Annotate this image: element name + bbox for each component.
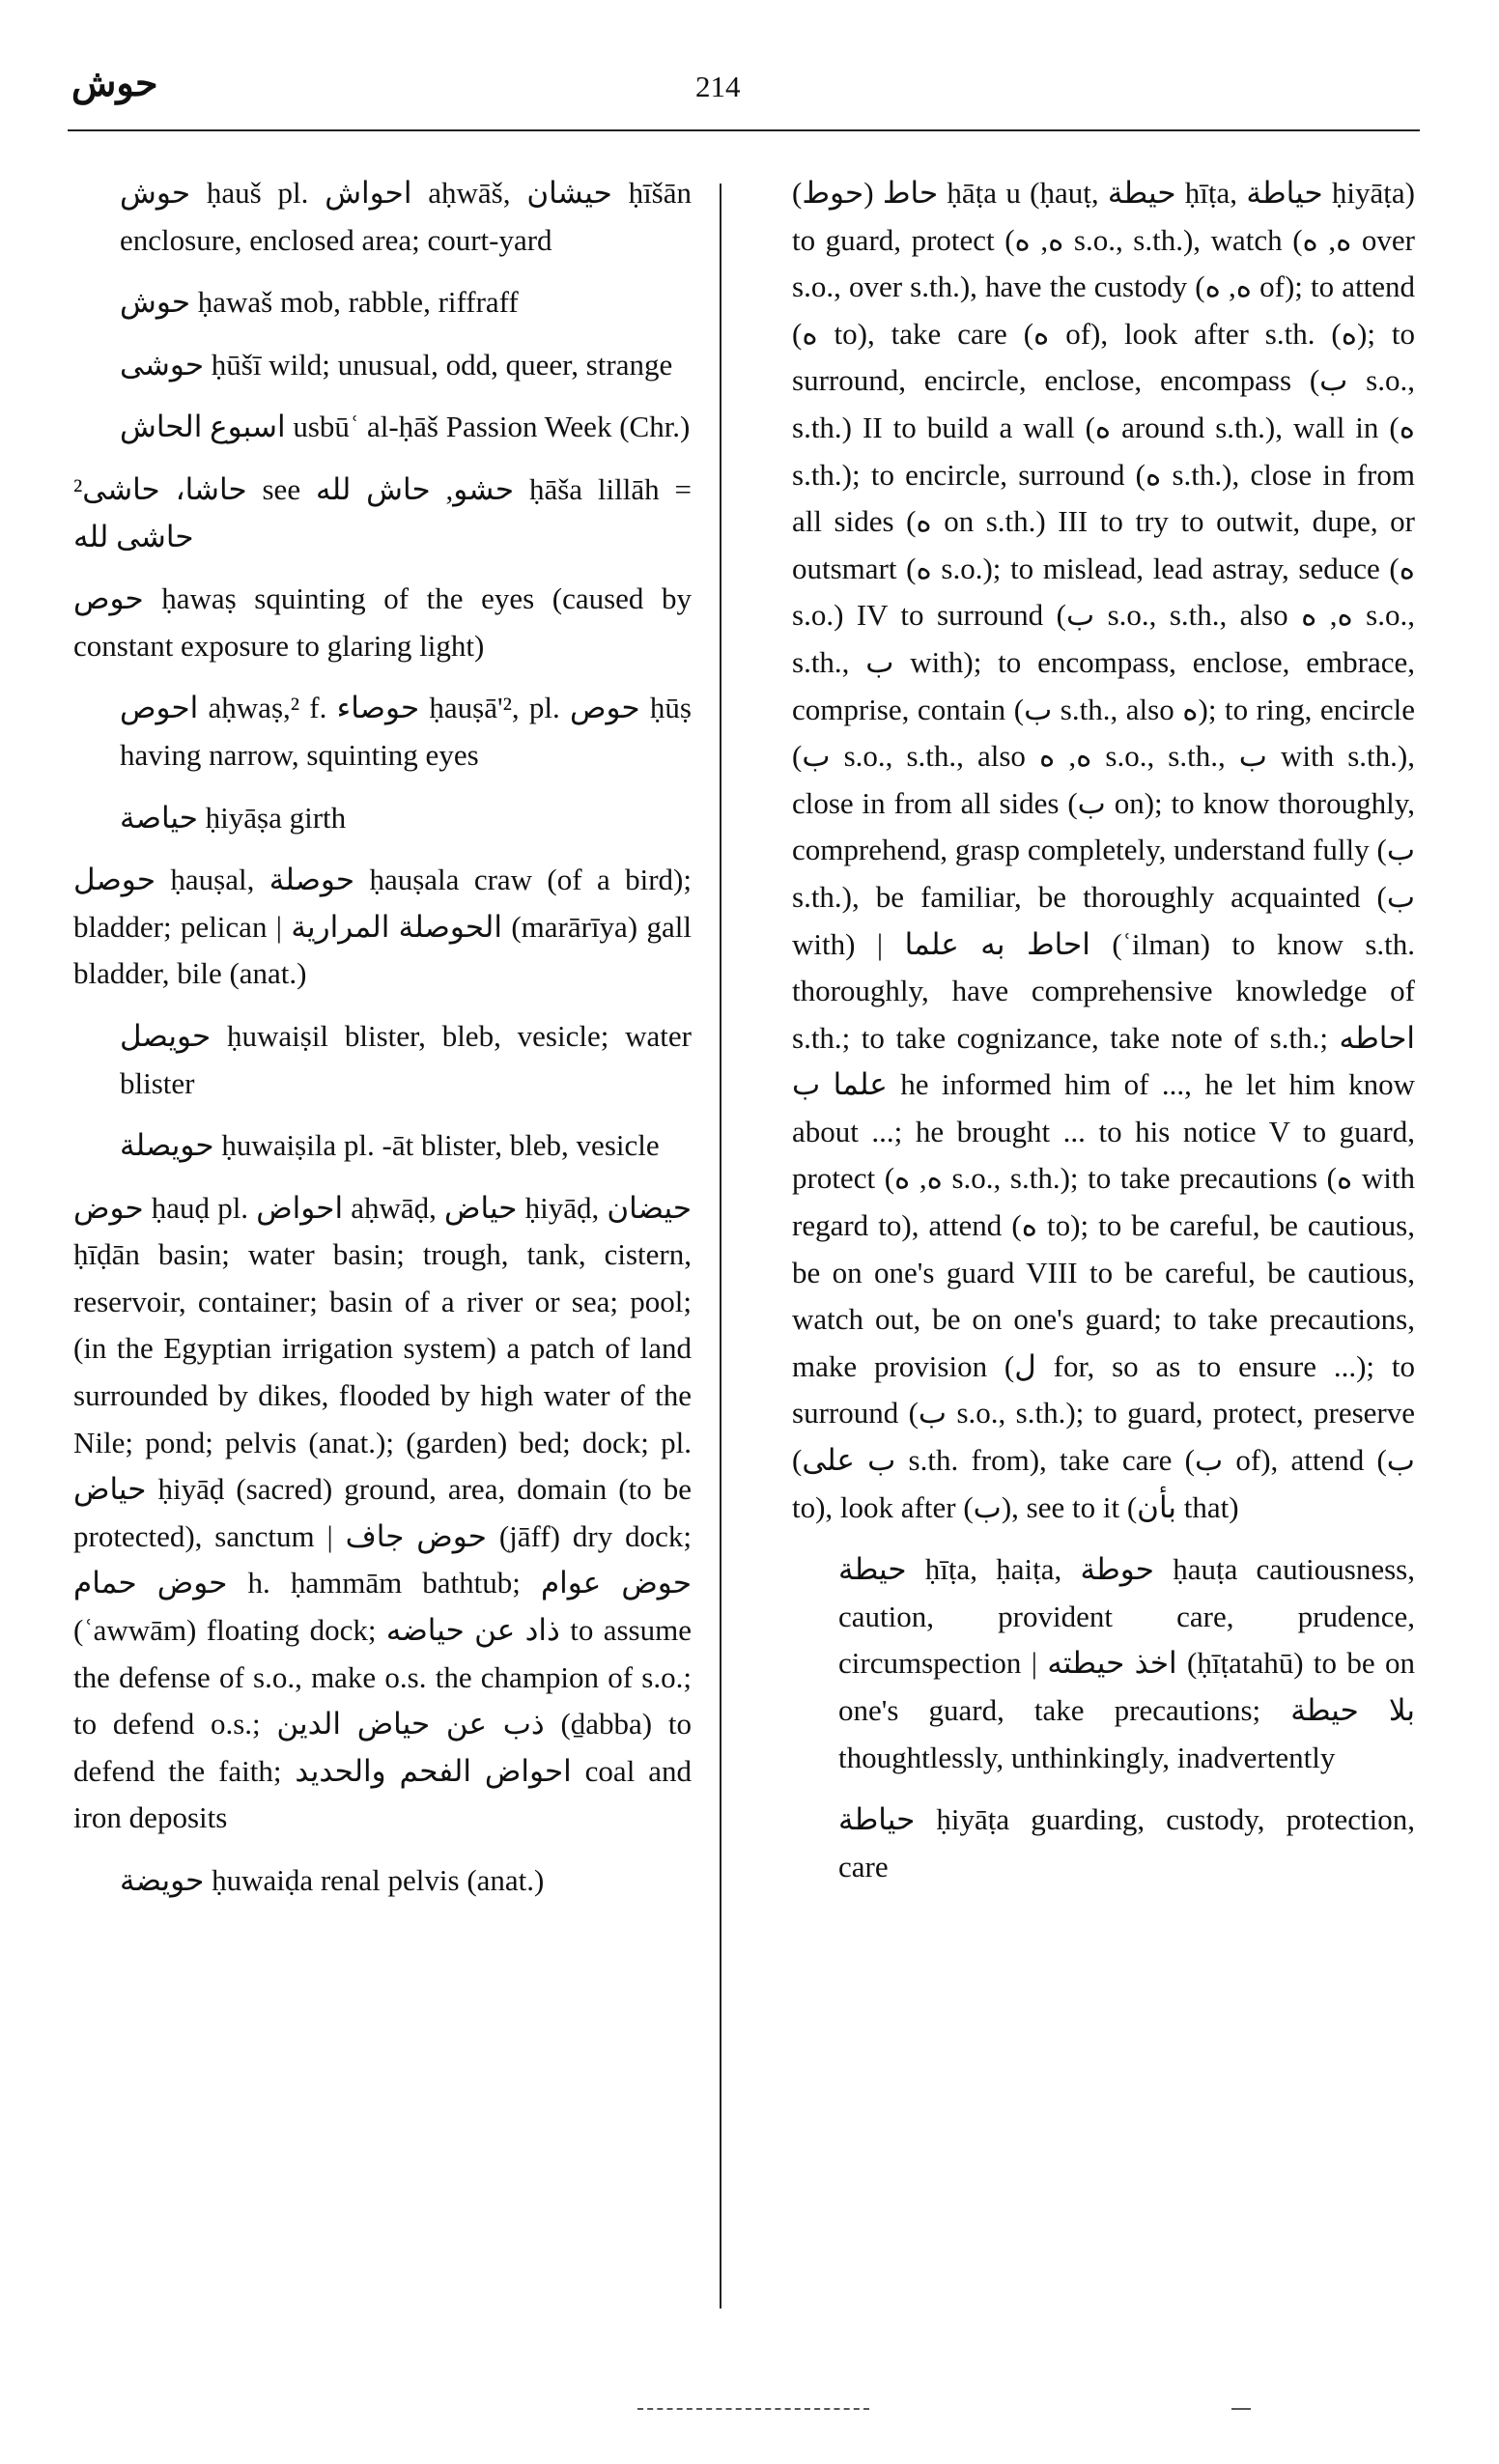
dictionary-entry: ²حاشا، حاشى see حشو, حاش لله ḥāša lillāh = حاشى لله xyxy=(73,471,692,553)
dictionary-entry: حوض ḥauḍ pl. احواض aḥwāḍ, حياض ḥiyāḍ, حيضان ḥīḍān basin; water basin; trough, tank, cistern, reservoir, container; basin of a river or sea; pool; (in the Egyptian irrigation system) a patch of land surrounded by dikes, flooded by high water of the Nile; pond; pelvis (anat.); (garden) bed; dock; pl. حياض ḥiyāḍ (sacred) ground, area, domain (to be protected), sanctum | حوض جاف (jāff) dry dock; حوض حمام h. ḥammām bathtub; حوض عوام (ʿawwām) floating dock; ذاد عن حياضه to assume the defense of s.o., make o.s. the champion of s.o.; to defend o.s.; ذب عن حياض الدين (ḏabba) to defend the faith; احواض الفحم والحديد coal and iron deposits xyxy=(73,1190,693,1835)
footer-mark xyxy=(637,2408,869,2410)
footer-mark xyxy=(1231,2408,1251,2410)
dictionary-entry: حويصل ḥuwaiṣil blister, bleb, vesicle; water blister xyxy=(120,1018,692,1100)
dictionary-entry: حوص ḥawaṣ squinting of the eyes (caused by constant exposure to glaring light) xyxy=(73,581,692,663)
dictionary-entry: حياطة ḥiyāṭa guarding, custody, protection, care xyxy=(838,1802,1415,1883)
dictionary-entry: حوصل ḥauṣal, حوصلة ḥauṣala craw (of a bird); bladder; pelican | الحوصلة المرارية (marārīya) gall bladder, bile (anat.) xyxy=(73,863,692,991)
dictionary-entry: احوص aḥwaṣ,² f. حوصاء ḥauṣā'², pl. حوص ḥūṣ having narrow, squinting eyes xyxy=(120,691,692,772)
left-column xyxy=(73,170,692,1920)
dictionary-entry: حيطة ḥīṭa, ḥaiṭa, حوطة ḥauṭa cautiousness, caution, provident care, prudence, circumspection | اخذ حيطته (ḥīṭatahū) to be on one's guard, take precautions; بلا حيطة thoughtlessly, unthinkingly, inadvertently xyxy=(838,1552,1415,1774)
page-number: 214 xyxy=(695,70,741,103)
running-headword: حوش xyxy=(71,64,158,104)
dictionary-entry: (حوط) حاط ḥāṭa u (ḥauṭ, حيطة ḥīṭa, حياطة ḥiyāṭa) to guard, protect (ه, ه s.o., s.th.), watch (ه, ه over s.o., over s.th.), have the custody (ه, ه of); to attend (ه to), take care (ه of), look after s.th. (ه); to surround, encircle, enclose, encompass (ب s.o., s.th.) II to build a wall (ه around s.th.), wall in (ه s.th.); to encircle, surround (ه s.th.), close in from all sides (ه on s.th.) III to try to outwit, dupe, or outsmart (ه s.o.); to mislead, lead astray, seduce (ه s.o.) IV to surround (ب s.o., s.th., also ه, ه s.o., s.th., ب with); to encompass, enclose, embrace, comprise, contain (ب s.th., also ه); to ring, encircle (ب s.o., s.th., also ه, ه s.o., s.th., ب with s.th.), close in from all sides (ب on); to know thoroughly, comprehend, grasp completely, understand fully (ب s.th.), be familiar, be thoroughly acquainted (ب with) | احاط به علما (ʿilman) to know s.th. thoroughly, have comprehensive knowledge of s.th.; to take cognizance, take note of s.th.; احاطه علما ب he informed him of ..., he let him know about ...; he brought ... to his notice V to guard, protect (ه, ه s.o., s.th.); to take precautions (ه with regard to), attend (ه to); to be careful, be cautious, be on one's guard VIII to be careful, be cautious, watch out, be on one's guard; to take precautions, make provision (ل for, so as to ensure ...); to surround (ب s.o., s.th.); to guard, protect, preserve (ب على s.th. from), take care (ب of), attend (ب to), look after (ب), see to it (بأن that) xyxy=(792,176,1416,1524)
dictionary-entry: حويصلة ḥuwaiṣila pl. -āt blister, bleb, vesicle xyxy=(120,1128,660,1163)
dictionary-entry: حياصة ḥiyāṣa girth xyxy=(120,800,347,835)
header-rule xyxy=(68,129,1420,131)
dictionary-entry: حوشى ḥūšī wild; unusual, odd, queer, strange xyxy=(120,347,673,382)
dictionary-entry: حوش ḥawaš mob, rabble, riffraff xyxy=(120,285,519,320)
right-column xyxy=(792,170,1415,1906)
column-divider xyxy=(720,184,721,2308)
dictionary-entry: اسبوع الحاش usbūʿ al-ḥāš Passion Week (Chr.) xyxy=(120,410,691,444)
dictionary-entry: حوش ḥauš pl. احواش aḥwāš, حيشان ḥīšān enclosure, enclosed area; court-yard xyxy=(120,176,692,257)
dictionary-entry: حويضة ḥuwaiḍa renal pelvis (anat.) xyxy=(120,1863,545,1897)
